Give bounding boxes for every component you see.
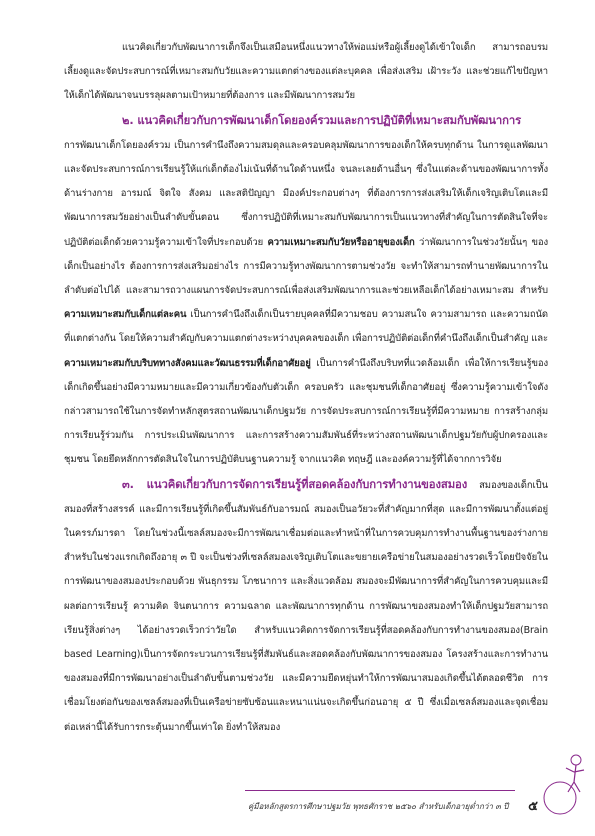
footer-title: คู่มือหลักสูตรการศึกษาปฐมวัย พุทธศักราช ๒๕๖๐ สำหรับเด็กอายุต่ำกว่า ๓ ปี xyxy=(248,802,509,811)
section-2-bold-b: ความเหมาะสมกับเด็กแต่ละคน xyxy=(64,309,187,321)
footer-divider xyxy=(245,790,515,791)
section-3-heading: ๓. แนวคิดเกี่ยวกับการจัดการเรียนรู้ที่สอดคล้องกับการทำงานของสมอง xyxy=(122,477,468,491)
section-2-text-b: ว่าพัฒนาการในช่วงวัยนั้นๆ ของเด็กเป็นอย่างไร ต้องการการส่งเสริมอย่างไร การมีความรู้ทางพัฒนาการตามช่วงวัย จะทำให้สามารถทำนายพัฒนาการในลำดับต่อไปได้ และสามารถวางแผนการจัดประสบการณ์เพื่อส่งเสริมพัฒนาการและช่วยเหลือเด็กได้อย่างเหมาะสม สำหรับ xyxy=(64,236,549,297)
section-2-heading: ๒. แนวคิดเกี่ยวกับการพัฒนาเด็กโดยองค์รวมและการปฏิบัติที่เหมาะสมกับพัฒนาการ xyxy=(122,113,522,127)
section-2-text-d: เป็นการคำนึงถึงบริบทที่แวดล้อมเด็ก เพื่อให้การเรียนรู้ของเด็กเกิดขึ้นอย่างมีความหมายและมีความเกี่ยวข้องกับตัวเด็ก ครอบครัว และชุมชนที่เด็กอาศัยอยู่ ซึ่งความรู้ความเข้าใจดังกล่าวสามารถใช้ในการจัดทำหลักสูตรสถานพัฒนาเด็กปฐมวัย การจัดประสบการณ์การเรียนรู้ที่มีความหมาย การสร้างกลุ่มการเรียนรู้ร่วมกัน การประเมินพัฒนาการ และการสร้างความสัมพันธ์ที่ระหว่างสถานพัฒนาเด็กปฐมวัยกับผู้ปกครองและชุมชน โดยยึดหลักการตัดสินใจในการปฏิบัติบนฐานความรู้ จากแนวคิด ทฤษฎี และองค์ความรู้ที่ได้จากการวิจัย xyxy=(64,357,548,466)
section-2-body xyxy=(64,134,548,473)
paragraph-intro xyxy=(64,36,548,109)
page-number: ๕ xyxy=(528,799,538,814)
section-2-text-c: เป็นการคำนึงถึงเด็กเป็นรายบุคคลที่มีความชอบ ความสนใจ ความสามารถ และความถนัดที่แตกต่างกัน โดยให้ความสำคัญกับความแตกต่างระหว่างบุคคลของเด็ก เพื่อการปฏิบัติต่อเด็กที่คำนึงถึงเด็กเป็นสำคัญ และ xyxy=(64,309,548,345)
section-3-text: สมองของเด็กเป็นสมองที่สร้างสรรค์ และมีการเรียนรู้ที่เกิดขึ้นสัมพันธ์กับอารมณ์ สมองเป็นอวัยวะที่สำคัญมากที่สุด และมีการพัฒนาตั้งแต่อยู่ในครรภ์มารดา โดยในช่วงนี้เซลล์สมองจะมีการพัฒนาเชื่อมต่อและทำหน้าที่ในการควบคุมการทำงานพื้นฐานของร่างกาย สำหรับในช่วงแรกเกิดถึงอายุ ๓ ปี จะเป็นช่วงที่เซลล์สมองเจริญเติบโตและขยายเครือข่ายในสมองอย่างรวดเร็วโดยปัจจัยในการพัฒนาของสมองประกอบด้วย พันธุกรรม โภชนาการ และสิ่งแวดล้อม สมองจะมีพัฒนาการที่สำคัญในการควบคุมและมีผลต่อการเรียนรู้ ความคิด จินตนาการ ความฉลาด และพัฒนาการทุกด้าน การพัฒนาของสมองทำให้เด็กปฐมวัยสามารถเรียนรู้สิ่งต่างๆ ได้อย่างรวดเร็วกว่าวัยใด สำหรับแนวคิดการจัดการเรียนรู้ที่สอดคล้องกับการทำงานของสมอง(Brain based Learning)เป็นการจัดกระบวนการเรียนรู้ที่สัมพันธ์และสอดคล้องกับพัฒนาการของสมอง โครงสร้างและการทำงานของสมองที่มีการพัฒนาอย่างเป็นลำดับขั้นตามช่วงวัย และมีความยืดหยุ่นทำให้การพัฒนาสมองเกิดขึ้นได้ตลอดชีวิต การเชื่อมโยงต่อกันของเซลล์สมองที่เป็นเครือข่ายซับซ้อนและหนาแน่นจะเกิดขึ้นก่อนอายุ ๕ ปี ซึ่งเมื่อเซลล์สมองและจุดเชื่อมต่อเหล่านี้ได้รับการกระตุ้นมากขึ้นเท่าใด ยิ่งทำให้สมอง xyxy=(64,479,548,733)
intro-text: แนวคิดเกี่ยวกับพัฒนาการเด็กจึงเป็นเสมือนหนึ่งแนวทางให้พ่อแม่หรือผู้เลี้ยงดูได้เข้าใจเด็ก สามารถอบรมเลี้ยงดูและจัดประสบการณ์ที่เหมาะสมกับวัยและความแตกต่างของแต่ละบุคคล เพื่อส่งเสริม เฝ้าระวัง และช่วยแก้ไขปัญหาให้เด็กได้พัฒนาจนบรรลุผลตามเป้าหมายที่ต้องการ และมีพัฒนาการสมวัย xyxy=(64,42,548,102)
child-figure-icon xyxy=(540,740,595,820)
page-content xyxy=(64,36,548,740)
section-2-paragraph xyxy=(64,109,548,134)
section-2-text-a: การพัฒนาเด็กโดยองค์รวม เป็นการคำนึงถึงความสมดุลและครอบคลุมพัฒนาการของเด็กให้ครบทุกด้าน ในการดูแลพัฒนา และจัดประสบการณ์การเรียนรู้ให้แก่เด็กต้องไม่เน้นที่ด้านใดด้านหนึ่ง จนละเลยด้านอื่นๆ ซึ่งในแต่ละด้านของพัฒนาการทั้งด้านร่างกาย อารมณ์ จิตใจ สังคม และสติปัญญา มีองค์ประกอบต่างๆ ที่ต้องการการส่งเสริมให้เด็กเจริญเติบโตและมีพัฒนาการสมวัยอย่างเป็นลำดับขั้นตอน ซึ่งการปฏิบัติที่เหมาะสมกับพัฒนาการเป็นแนวทางที่สำคัญในการตัดสินใจที่จะปฏิบัติต่อเด็กด้วยความรู้ความเข้าใจที่ประกอบด้วย xyxy=(64,139,548,248)
section-2-bold-a: ความเหมาะสมกับวัยหรืออายุของเด็ก xyxy=(267,236,415,248)
section-2-bold-c: ความเหมาะสมกับบริบททางสังคมและวัฒนธรรมที่เด็กอาศัยอยู่ xyxy=(64,357,311,369)
section-3-paragraph xyxy=(64,473,548,740)
